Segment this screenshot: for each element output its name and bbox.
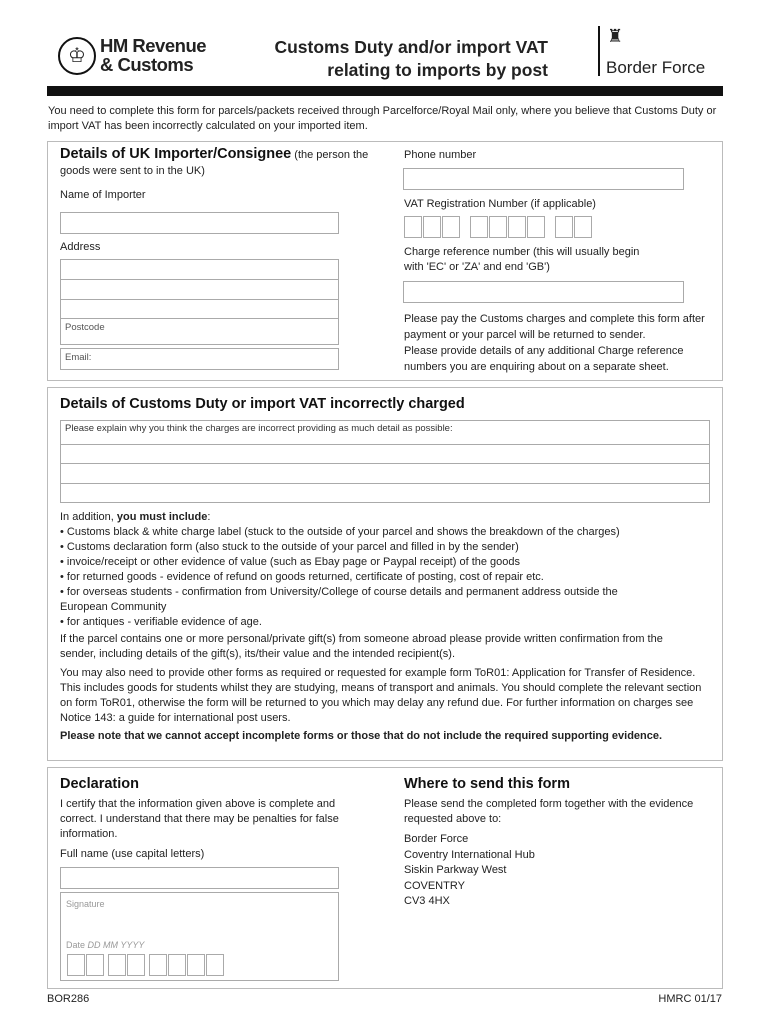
list-item: • for overseas students - confirmation from University/College of course details and permanent address outside the European Community — [60, 586, 618, 613]
header-bar — [47, 86, 723, 96]
vat-digit[interactable] — [574, 216, 592, 238]
vat-digit[interactable] — [470, 216, 488, 238]
border-force-text: Border Force — [606, 58, 706, 77]
address-line: Siskin Parkway West — [404, 864, 507, 876]
list-item: • Customs declaration form (also stuck to the outside of your parcel and filled in by the sender) — [60, 541, 519, 553]
address-line-1-input[interactable] — [61, 260, 338, 280]
signature-label: Signature — [66, 899, 105, 909]
phone-label: Phone number — [404, 149, 477, 161]
vat-digit[interactable] — [555, 216, 573, 238]
vat-digit[interactable] — [404, 216, 422, 238]
include-colon: : — [207, 511, 211, 523]
hmrc-logo-line1: HM Revenue — [100, 35, 207, 56]
form-version: HMRC 01/17 — [658, 993, 722, 1005]
list-item: • for antiques - verifiable evidence of age. — [60, 616, 262, 628]
additional-note: Please provide details of any additional Charge reference numbers you are enquiring about on a separate sheet. — [404, 345, 684, 373]
email-input[interactable] — [60, 348, 339, 370]
gift-note: If the parcel contains one or more personal/private gift(s) from someone abroad please provide written confirmation from the sender, including details of the gift(s), its/their value and the intended recipient(s). — [60, 633, 663, 660]
charge-ref-input[interactable] — [403, 281, 684, 303]
vat-digit[interactable] — [508, 216, 526, 238]
date-digit[interactable] — [86, 954, 104, 976]
explain-label-text: Please explain why you think the charges are incorrect providing as much detail as possible: — [65, 423, 453, 434]
title-line1: Customs Duty and/or import VAT — [274, 37, 548, 57]
intro-text: You need to complete this form for parcels/packets received through Parcelforce/Royal Mail only, where you believe that Customs Duty or import VAT has been incorrectly calculated on your imported item. — [48, 105, 717, 132]
address-line: Coventry International Hub — [404, 848, 535, 861]
explain-label — [61, 421, 709, 445]
full-name-input[interactable] — [60, 867, 339, 889]
warning-note: Please note that we cannot accept incomplete forms or those that do not include the required supporting evidence. — [60, 730, 663, 742]
postcode-label: Postcode — [65, 322, 105, 334]
address-line: Border Force — [404, 833, 469, 845]
send-text: Please send the completed form together with the evidence requested above to: — [404, 798, 694, 825]
importer-heading: Details of UK Importer/Consignee — [60, 146, 292, 162]
crown-icon: ♔ — [58, 37, 96, 75]
date-digit[interactable] — [168, 954, 186, 976]
importer-name-input[interactable] — [60, 212, 339, 234]
date-digit[interactable] — [149, 954, 167, 976]
explain-line-1-input[interactable] — [61, 445, 709, 465]
date-digit[interactable] — [206, 954, 224, 976]
date-format: DD MM YYYY — [87, 940, 145, 950]
send-address — [404, 832, 535, 910]
include-bold: you must include — [116, 511, 208, 523]
email-label: Email: — [65, 352, 92, 363]
other-forms-note: You may also need to provide other forms as required or requested for example form ToR01: Application for Transfer of Residence. This includes goods for students whilst they are studying, means of transport and animals. You should complete the relevant section on form ToR01, otherwise the form will be returned to you which may delay any refund due. For further information on charges see Notice 143: a guide for international post users. — [60, 667, 702, 724]
signature-box[interactable] — [60, 892, 339, 981]
include-intro: In addition, — [60, 511, 117, 523]
pay-note: Please pay the Customs charges and complete this form after payment or your parcel will be returned to sender. — [404, 313, 705, 341]
declaration-text: I certify that the information given above is complete and correct. I understand that there may be penalties for false information. — [60, 798, 339, 840]
date-label: Date — [66, 940, 86, 950]
hmrc-logo-line2: & Customs — [100, 54, 194, 75]
vat-digit[interactable] — [442, 216, 460, 238]
vat-label: VAT Registration Number (if applicable) — [404, 198, 596, 210]
declaration-heading: Declaration — [60, 776, 139, 792]
charges-heading: Details of Customs Duty or import VAT incorrectly charged — [60, 396, 465, 412]
border-force-logo — [598, 26, 718, 76]
vat-digit[interactable] — [489, 216, 507, 238]
title-line2: relating to imports by post — [327, 60, 548, 80]
importer-name-label: Name of Importer — [60, 189, 146, 201]
date-digit[interactable] — [127, 954, 145, 976]
date-digit[interactable] — [187, 954, 205, 976]
include-text — [60, 510, 715, 744]
date-digit[interactable] — [67, 954, 85, 976]
vat-digit[interactable] — [423, 216, 441, 238]
list-item: • for returned goods - evidence of refund on goods returned, certificate of posting, cost of repair etc. — [60, 571, 544, 583]
vat-digit[interactable] — [527, 216, 545, 238]
explain-line-2-input[interactable] — [61, 464, 709, 484]
charge-ref-label: Charge reference number (this will usually begin with 'EC' or 'ZA' and end 'GB') — [404, 246, 640, 273]
vat-number-input[interactable] — [404, 216, 593, 238]
date-input[interactable] — [67, 954, 225, 976]
evidence-list — [60, 525, 715, 630]
phone-input[interactable] — [403, 168, 684, 190]
list-item: • invoice/receipt or other evidence of value (such as Ebay page or Paypal receipt) of the goods — [60, 556, 521, 568]
send-heading: Where to send this form — [404, 776, 570, 792]
address-line-2-input[interactable] — [61, 280, 338, 300]
address-line-3-input[interactable] — [61, 300, 338, 320]
page-title — [230, 36, 548, 82]
importer-heading-note: (the person the goods were sent to in the UK) — [60, 149, 369, 177]
full-name-label: Full name (use capital letters) — [60, 848, 205, 860]
address-box — [60, 259, 339, 345]
postcode-input[interactable] — [61, 319, 338, 344]
explain-box — [60, 420, 710, 503]
royal-crest-icon: ♜ — [607, 26, 624, 46]
address-line: COVENTRY — [404, 879, 465, 892]
date-digit[interactable] — [108, 954, 126, 976]
address-line: CV3 4HX — [404, 895, 450, 907]
address-label: Address — [60, 241, 101, 253]
list-item: • Customs black & white charge label (stuck to the outside of your parcel and shows the breakdown of the charges) — [60, 526, 620, 538]
explain-line-3-input[interactable] — [61, 484, 709, 503]
form-code: BOR286 — [47, 993, 90, 1005]
